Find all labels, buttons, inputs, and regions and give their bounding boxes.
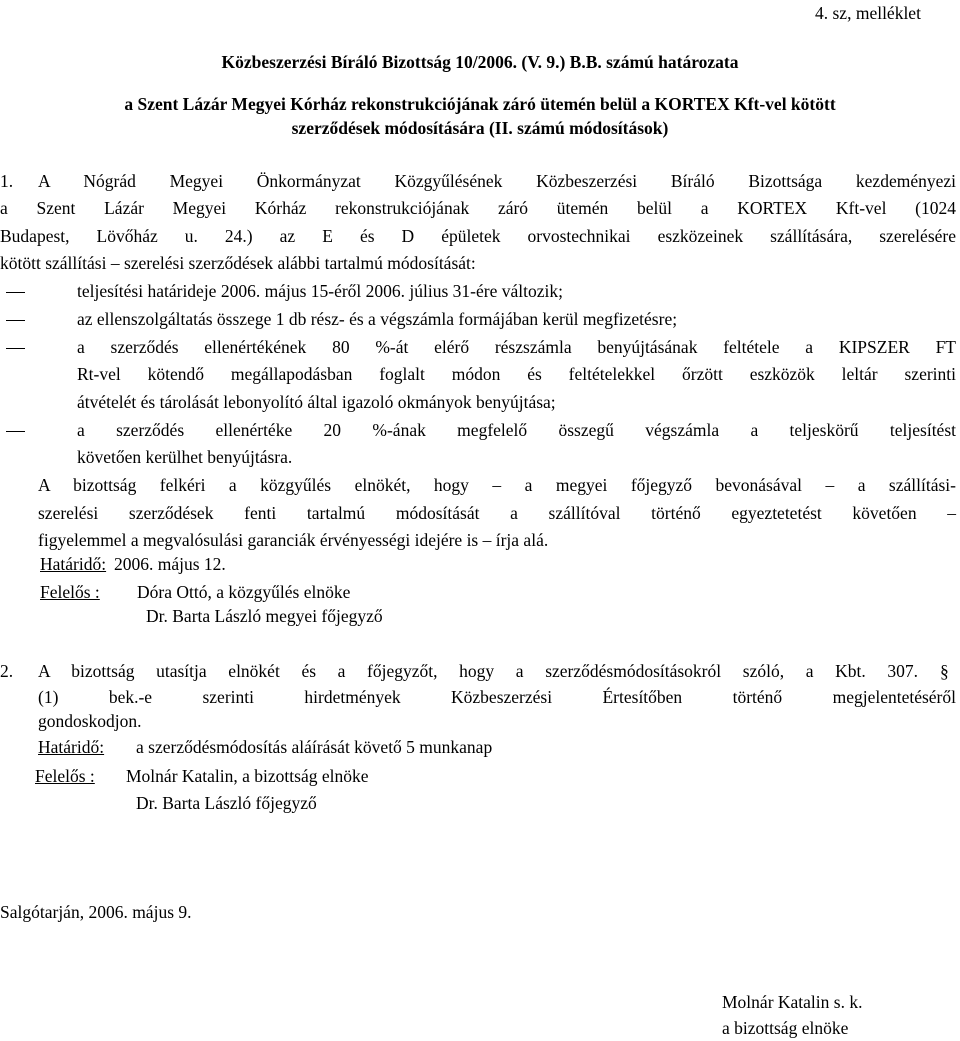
responsible-person: Dr. Barta László főjegyző <box>136 793 317 813</box>
responsible-label: Felelős : <box>35 766 95 786</box>
item-1-paragraph-line: Budapest, Lövőház u. 24.) az E és D épületek orvostechnikai eszközeinek szállítására, szerelésére <box>0 226 956 246</box>
bullet-item: az ellenszolgáltatás összege 1 db rész- és a végszámla formájában kerül megfizetésre; <box>77 309 678 329</box>
section-sign: § <box>940 661 949 681</box>
item-2-paragraph-line: A bizottság utasítja elnökét és a főjegyzőt, hogy a szerződésmódosításokról szóló, a Kbt. 307. <box>38 661 918 681</box>
deadline-label: Határidő: <box>40 554 107 574</box>
item-1-paragraph-line: a Szent Lázár Megyei Kórház rekonstrukciójának záró ütemén belül a KORTEX Kft-vel (1024 <box>0 198 956 218</box>
item-1-request-line: figyelemmel a megvalósulási garanciák érvényességi idejére is – írja alá. <box>38 530 549 550</box>
deadline-value: a szerződésmódosítás aláírását követő 5 munkanap <box>136 737 493 757</box>
resolution-subtitle-line2: szerződések módosítására (II. számú módosítások) <box>291 118 669 138</box>
item-1-request-line: szerelési szerződések fenti tartalmú módosítását a szállítóval történő egyeztetetést követően – <box>38 503 956 523</box>
signatory-name: Molnár Katalin s. k. <box>722 992 863 1012</box>
responsible-person: Dr. Barta László megyei főjegyző <box>146 606 383 626</box>
item-2-paragraph-line: gondoskodjon. <box>38 711 142 731</box>
responsible-person: Dóra Ottó, a közgyűlés elnöke <box>137 582 351 602</box>
place-date: Salgótarján, 2006. május 9. <box>0 902 192 922</box>
item-1-paragraph-line: kötött szállítási – szerelési szerződések alábbi tartalmú módosítását: <box>0 253 476 273</box>
item-1-number: 1. <box>0 171 14 191</box>
bullet-item: a szerződés ellenértéke 20 %-ának megfelelő összegű végszámla a teljeskörű teljesítést <box>77 420 956 440</box>
bullet-item-continuation: követően kerülhet benyújtásra. <box>77 447 293 467</box>
item-1-paragraph-line: A Nógrád Megyei Önkormányzat Közgyűlésének Közbeszerzési Bíráló Bizottsága kezdeményezi <box>38 171 956 191</box>
annex-label: 4. sz, melléklet <box>815 3 921 23</box>
deadline-label: Határidő: <box>38 737 105 757</box>
responsible-label: Felelős : <box>40 582 100 602</box>
item-2-paragraph-line: (1) bek.-e szerinti hirdetmények Közbeszerzési Értesítőben történő megjelentetéséről <box>38 687 956 707</box>
signatory-title: a bizottság elnöke <box>722 1018 849 1038</box>
deadline-value: 2006. május 12. <box>114 554 226 574</box>
resolution-title: Közbeszerzési Bíráló Bizottság 10/2006. (V. 9.) B.B. számú határozata <box>221 52 739 72</box>
item-1-request-line: A bizottság felkéri a közgyűlés elnökét, hogy – a megyei főjegyző bevonásával – a szállítási- <box>38 475 956 495</box>
bullet-item-continuation: Rt-vel kötendő megállapodásban foglalt módon és feltételekkel őrzött eszközök leltár szerinti <box>77 364 956 384</box>
responsible-person: Molnár Katalin, a bizottság elnöke <box>126 766 369 786</box>
bullet-item-continuation: átvételét és tárolását lebonyolító által igazoló okmányok benyújtása; <box>77 392 556 412</box>
item-2-number: 2. <box>0 661 14 681</box>
bullet-item: teljesítési határideje 2006. május 15-éről 2006. július 31-ére változik; <box>77 281 563 301</box>
bullet-item: a szerződés ellenértékének 80 %-át elérő részszámla benyújtásának feltétele a KIPSZER FT <box>77 337 956 357</box>
resolution-subtitle-line1: a Szent Lázár Megyei Kórház rekonstrukciójának záró ütemén belül a KORTEX Kft-vel kötött <box>124 94 836 114</box>
